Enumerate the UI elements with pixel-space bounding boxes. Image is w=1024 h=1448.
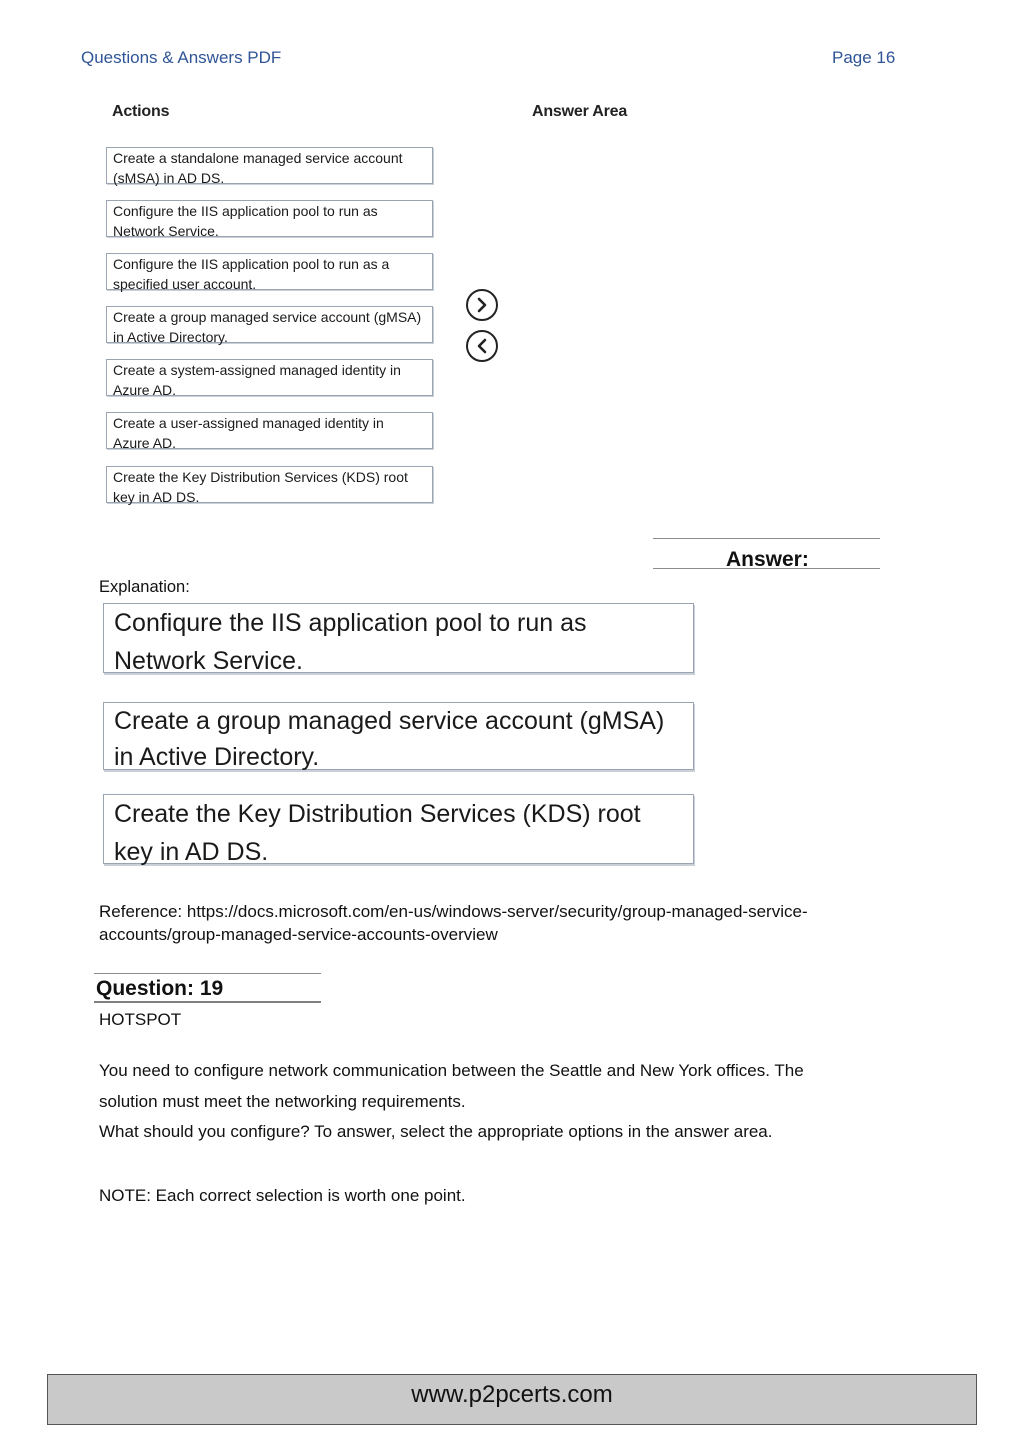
answer-line: Create the Key Distribution Services (KDS) root [114,800,641,828]
action-item-line: Create a standalone managed service account [113,150,403,166]
answer-area-heading: Answer Area [532,103,628,120]
action-item-kds-root-key[interactable] [106,466,433,503]
action-item-line: (sMSA) in AD DS. [113,170,225,186]
reference-line: Reference: https://docs.microsoft.com/en-us/windows-server/security/group-managed-service- [99,902,808,921]
action-item-line: Network Service. [113,223,219,239]
question-type: HOTSPOT [99,1010,182,1029]
actions-heading: Actions [112,103,170,120]
reference-text [99,900,939,946]
question-bottom-rule [94,1001,321,1003]
action-item-line: Azure AD. [113,435,177,451]
action-item-gmsa[interactable] [106,306,433,343]
answer-line: in Active Directory. [114,743,320,771]
explanation-label: Explanation: [99,578,190,596]
question-note: NOTE: Each correct selection is worth one point. [99,1186,466,1205]
action-item-line: specified user account. [113,276,257,292]
action-item-line: Create a group managed service account (gMSA) [113,309,422,325]
question-text-line: You need to configure network communication between the Seattle and New York offices. The [99,1061,804,1080]
action-item-user-identity[interactable] [106,412,433,449]
answer-line: Confiqure the IIS application pool to run as [114,609,587,637]
footer-bar [47,1374,977,1425]
action-item-line: Configure the IIS application pool to run as [113,203,378,219]
answer-line: Network Service. [114,647,303,675]
action-item-network-service[interactable] [106,200,433,237]
answer-top-rule [653,538,880,539]
action-item-specified-user[interactable] [106,253,433,290]
answer-box-network-service [103,603,694,673]
action-item-system-identity[interactable] [106,359,433,396]
question-prompt: What should you configure? To answer, select the appropriate options in the answer area. [99,1122,773,1141]
header-title: Questions & Answers PDF [81,48,282,67]
question-top-rule [94,973,321,974]
action-item-line: Create a system-assigned managed identity in [113,362,401,378]
answer-line: key in AD DS. [114,838,269,866]
action-item-line: Configure the IIS application pool to run as a [113,256,390,272]
action-item-smsa[interactable] [106,147,433,184]
action-item-line: in Active Directory. [113,329,228,345]
answer-line: Create a group managed service account (gMSA) [114,707,665,735]
action-item-line: Create the Key Distribution Services (KDS) root [113,469,408,485]
footer-url[interactable]: www.p2pcerts.com [411,1381,613,1408]
chevron-right-circle-icon[interactable] [466,289,498,321]
action-item-line: Create a user-assigned managed identity in [113,415,384,431]
action-item-line: Azure AD. [113,382,177,398]
chevron-left-circle-icon[interactable] [466,330,498,362]
question-text-line: solution must meet the networking requirements. [99,1092,466,1111]
answer-box-kds-root-key [103,794,694,864]
reference-line: accounts/group-managed-service-accounts-overview [99,925,498,944]
answer-label: Answer: [726,548,809,571]
question-title: Question: 19 [96,977,224,1000]
answer-box-gmsa [103,702,694,770]
page-number: Page 16 [832,48,896,67]
action-item-line: key in AD DS. [113,489,200,505]
